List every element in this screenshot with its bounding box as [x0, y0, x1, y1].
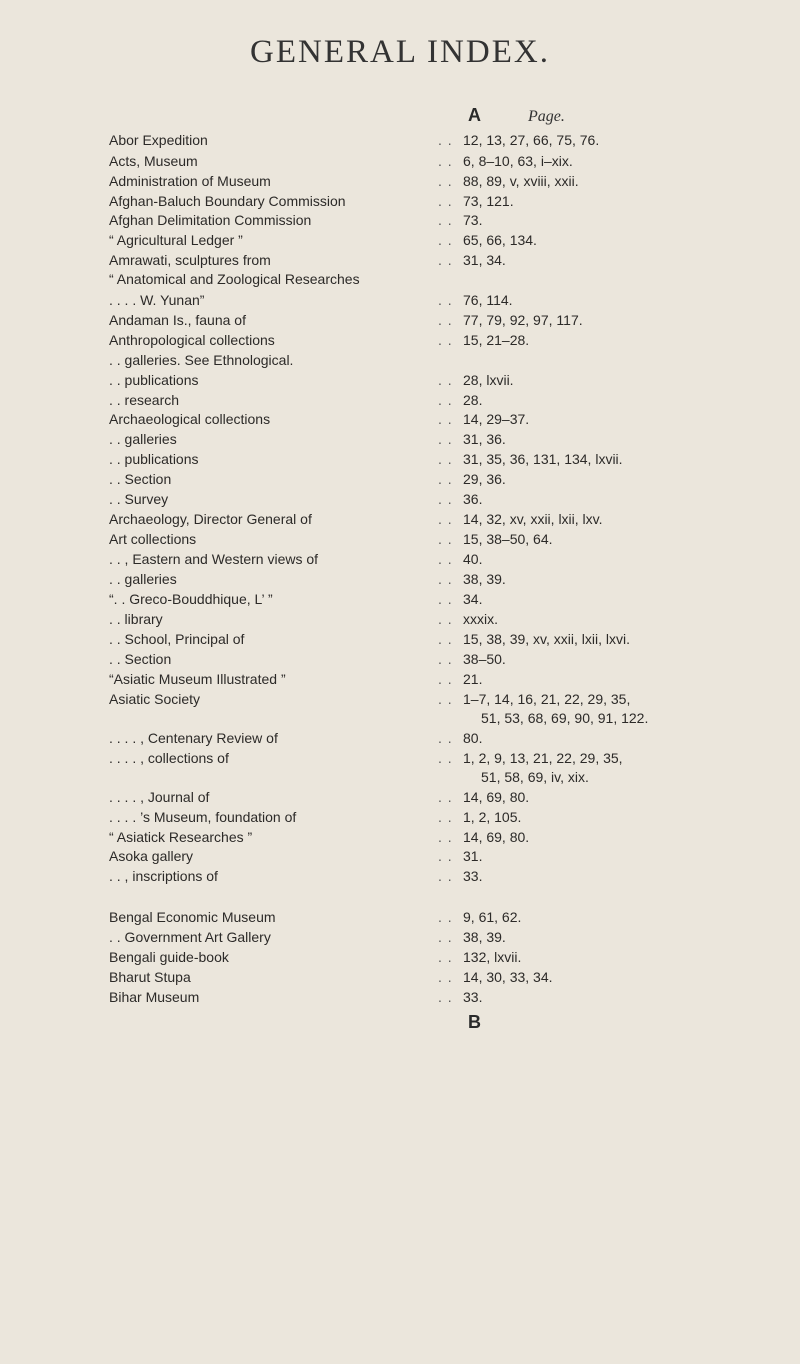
- index-entry: [0, 210, 800, 230]
- index-term: . . Government Art Gallery: [109, 929, 271, 945]
- index-entry: [0, 589, 800, 609]
- index-term: Bharut Stupa: [109, 969, 191, 985]
- index-entry: [0, 669, 800, 689]
- page-references: 6, 8–10, 63, i–xix.: [463, 153, 573, 169]
- leader-dots: . .: [438, 789, 453, 805]
- page-references: 73, 121.: [463, 193, 514, 209]
- leader-dots: . .: [438, 212, 453, 228]
- leader-dots: . .: [438, 471, 453, 487]
- index-term: Art collections: [109, 531, 197, 547]
- index-term: “. . Greco-Bouddhique, L’ ”: [109, 591, 273, 607]
- leader-dots: . .: [438, 292, 453, 308]
- index-entry: [0, 370, 800, 390]
- index-term: Archaeology, Director General of: [109, 511, 312, 527]
- page-references: 15, 38–50, 64.: [463, 531, 553, 547]
- index-term: Asoka gallery: [109, 848, 194, 864]
- leader-dots: . .: [438, 193, 453, 209]
- page-references: 36.: [463, 491, 483, 507]
- index-term: Afghan-Baluch Boundary Commission: [109, 193, 346, 209]
- index-term: Archaeological collections: [109, 411, 271, 427]
- index-entry: [0, 689, 800, 726]
- page-references: 9, 61, 62.: [463, 909, 522, 925]
- page-references: 21.: [463, 671, 483, 687]
- page-references: 14, 29–37.: [463, 411, 530, 427]
- index-entry: [0, 827, 800, 847]
- index-term: . . galleries: [109, 571, 177, 587]
- leader-dots: . .: [438, 153, 453, 169]
- page-references-continued: 51, 53, 68, 69, 90, 91, 122.: [481, 710, 649, 726]
- leader-dots: . .: [438, 372, 453, 388]
- page-title: GENERAL INDEX.: [250, 34, 550, 70]
- index-entry: [0, 947, 800, 967]
- index-entry: [0, 269, 800, 289]
- index-entry: [0, 728, 800, 748]
- index-entry: [0, 390, 800, 410]
- index-term: Acts, Museum: [109, 153, 198, 169]
- index-entry: [0, 787, 800, 807]
- index-term: “ Asiatick Researches ”: [109, 829, 253, 845]
- page-references: 31, 36.: [463, 431, 506, 447]
- page-references: 132, lxvii.: [463, 949, 522, 965]
- index-term: . . Section: [109, 651, 172, 667]
- index-entry: [0, 250, 800, 270]
- leader-dots: . .: [438, 232, 453, 248]
- index-entry: [0, 549, 800, 569]
- page-references: 1, 2, 105.: [463, 809, 522, 825]
- page-references: 31, 35, 36, 131, 134, lxvii.: [463, 451, 623, 467]
- index-entry: [0, 409, 800, 429]
- leader-dots: . .: [438, 431, 453, 447]
- index-term: Afghan Delimitation Commission: [109, 212, 312, 228]
- index-term: Anthropological collections: [109, 332, 275, 348]
- page-references: 14, 69, 80.: [463, 789, 530, 805]
- index-term: . . . . , Journal of: [109, 789, 210, 805]
- page-references: 15, 38, 39, xv, xxii, lxii, lxvi.: [463, 631, 631, 647]
- index-entry: [0, 290, 800, 310]
- leader-dots: . .: [438, 571, 453, 587]
- index-entry: [0, 429, 800, 449]
- index-term: Abor Expedition: [109, 132, 208, 148]
- leader-dots: . .: [438, 631, 453, 647]
- index-entry: [0, 609, 800, 629]
- index-entry: [0, 130, 800, 150]
- index-term: Administration of Museum: [109, 173, 271, 189]
- index-term: “ Agricultural Ledger ”: [109, 232, 243, 248]
- page-references: 31, 34.: [463, 252, 506, 268]
- leader-dots: . .: [438, 451, 453, 467]
- index-entry: [0, 569, 800, 589]
- leader-dots: . .: [438, 332, 453, 348]
- index-entry: [0, 529, 800, 549]
- index-term: . . . . ’s Museum, foundation of: [109, 809, 297, 825]
- page-references: 76, 114.: [463, 292, 513, 308]
- page-references: 14, 30, 33, 34.: [463, 969, 553, 985]
- page-references: 1–7, 14, 16, 21, 22, 29, 35,: [463, 691, 631, 707]
- leader-dots: . .: [438, 730, 453, 746]
- leader-dots: . .: [438, 491, 453, 507]
- index-entry: [0, 191, 800, 211]
- leader-dots: . .: [438, 252, 453, 268]
- section-letter-a: A: [468, 105, 481, 125]
- index-term: . . research: [109, 392, 180, 408]
- leader-dots: . .: [438, 651, 453, 667]
- index-term: Asiatic Society: [109, 691, 201, 707]
- index-term: . . , Eastern and Western views of: [109, 551, 319, 567]
- leader-dots: . .: [438, 611, 453, 627]
- leader-dots: . .: [438, 868, 453, 884]
- index-entry: [0, 469, 800, 489]
- page-references: 38, 39.: [463, 571, 506, 587]
- page-references: 12, 13, 27, 66, 75, 76.: [463, 132, 600, 148]
- index-entry: [0, 330, 800, 350]
- page-references: 38–50.: [463, 651, 506, 667]
- index-entry: [0, 230, 800, 250]
- leader-dots: . .: [438, 909, 453, 925]
- page-references: 31.: [463, 848, 483, 864]
- leader-dots: . .: [438, 848, 453, 864]
- index-term: . . galleries. See Ethnological.: [109, 352, 294, 368]
- leader-dots: . .: [438, 591, 453, 607]
- page-references-continued: 51, 58, 69, iv, xix.: [481, 769, 589, 785]
- index-term: . . . . , collections of: [109, 750, 229, 766]
- index-entry: [0, 846, 800, 866]
- index-entry: [0, 171, 800, 191]
- index-term: Bihar Museum: [109, 989, 200, 1005]
- page-references: 80.: [463, 730, 483, 746]
- page-references: 14, 69, 80.: [463, 829, 530, 845]
- leader-dots: . .: [438, 691, 453, 707]
- index-entry: [0, 449, 800, 469]
- index-term: . . library: [109, 611, 163, 627]
- index-term: Andaman Is., fauna of: [109, 312, 246, 328]
- index-entry: [0, 509, 800, 529]
- page-references: 65, 66, 134.: [463, 232, 537, 248]
- leader-dots: . .: [438, 511, 453, 527]
- index-entry: [0, 748, 800, 785]
- index-term: . . publications: [109, 451, 199, 467]
- page-column-heading: Page.: [528, 108, 565, 125]
- leader-dots: . .: [438, 312, 453, 328]
- page-references: 1, 2, 9, 13, 21, 22, 29, 35,: [463, 750, 623, 766]
- index-entry: [0, 907, 800, 927]
- leader-dots: . .: [438, 551, 453, 567]
- index-entry: [0, 866, 800, 886]
- leader-dots: . .: [438, 132, 453, 148]
- leader-dots: . .: [438, 750, 453, 766]
- index-entry: [0, 967, 800, 987]
- page-references: 77, 79, 92, 97, 117.: [463, 312, 583, 328]
- index-entry: [0, 310, 800, 330]
- index-term: . . . . , Centenary Review of: [109, 730, 278, 746]
- index-entry: [0, 151, 800, 171]
- index-term: Amrawati, sculptures from: [109, 252, 271, 268]
- leader-dots: . .: [438, 531, 453, 547]
- page-references: 73.: [463, 212, 483, 228]
- page-references: 88, 89, v, xviii, xxii.: [463, 173, 579, 189]
- leader-dots: . .: [438, 929, 453, 945]
- index-term: . . . . W. Yunan”: [109, 292, 205, 308]
- index-term: . . , inscriptions of: [109, 868, 218, 884]
- leader-dots: . .: [438, 989, 453, 1005]
- index-entry: [0, 350, 800, 370]
- leader-dots: . .: [438, 411, 453, 427]
- section-letter-b: B: [468, 1012, 481, 1032]
- page-references: 14, 32, xv, xxii, lxii, lxv.: [463, 511, 603, 527]
- page-references: 34.: [463, 591, 483, 607]
- leader-dots: . .: [438, 969, 453, 985]
- index-term: . . Survey: [109, 491, 169, 507]
- page-references: 29, 36.: [463, 471, 506, 487]
- page-references: 38, 39.: [463, 929, 506, 945]
- index-entry: [0, 807, 800, 827]
- leader-dots: . .: [438, 829, 453, 845]
- index-entry: [0, 987, 800, 1007]
- index-term: . . School, Principal of: [109, 631, 245, 647]
- index-entry: [0, 927, 800, 947]
- page-references: 33.: [463, 868, 483, 884]
- leader-dots: . .: [438, 671, 453, 687]
- page-references: 40.: [463, 551, 483, 567]
- index-term: . . publications: [109, 372, 199, 388]
- page-references: 33.: [463, 989, 483, 1005]
- page-references: xxxix.: [463, 611, 498, 627]
- page-references: 15, 21–28.: [463, 332, 530, 348]
- leader-dots: . .: [438, 809, 453, 825]
- page-references: 28.: [463, 392, 483, 408]
- index-entry: [0, 489, 800, 509]
- leader-dots: . .: [438, 173, 453, 189]
- index-term: . . Section: [109, 471, 172, 487]
- leader-dots: . .: [438, 949, 453, 965]
- index-term: . . galleries: [109, 431, 177, 447]
- index-term: “Asiatic Museum Illustrated ”: [109, 671, 286, 687]
- leader-dots: . .: [438, 392, 453, 408]
- index-term: Bengal Economic Museum: [109, 909, 276, 925]
- index-entry: [0, 649, 800, 669]
- page-references: 28, lxvii.: [463, 372, 514, 388]
- index-term: “ Anatomical and Zoological Researches: [109, 271, 360, 287]
- index-entry: [0, 629, 800, 649]
- index-term: Bengali guide-book: [109, 949, 229, 965]
